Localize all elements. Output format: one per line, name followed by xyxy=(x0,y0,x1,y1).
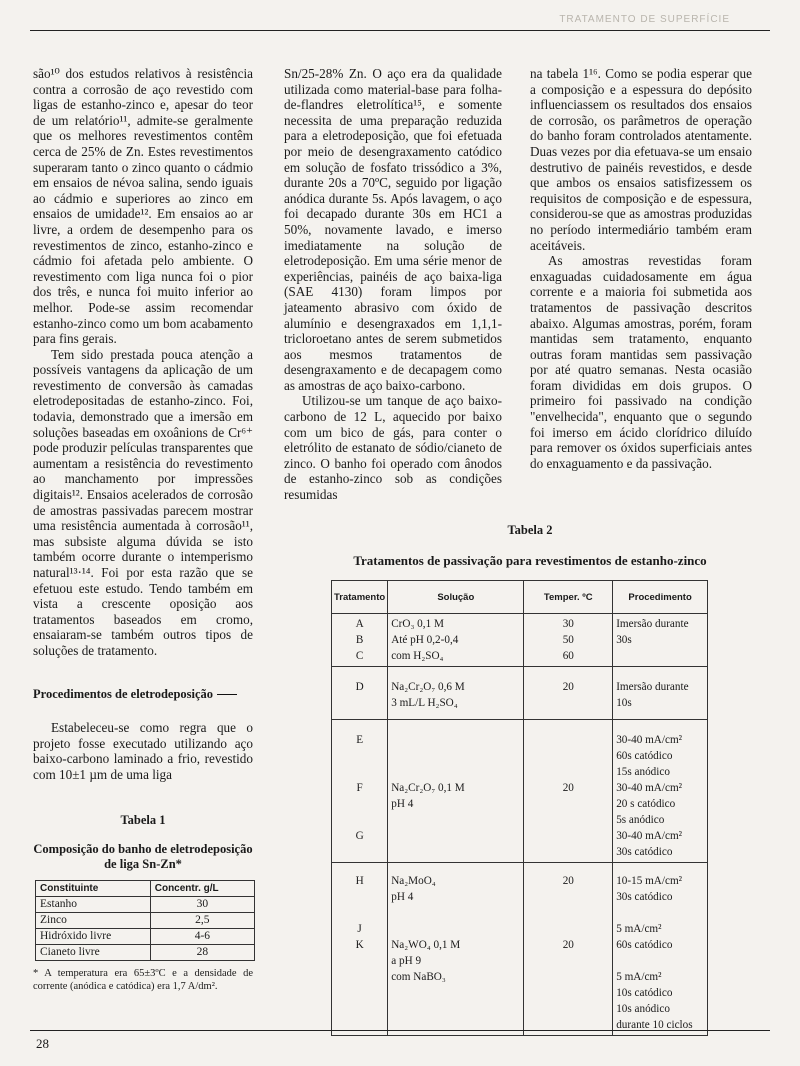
table-cell xyxy=(388,863,524,1036)
table-cell xyxy=(524,614,613,667)
procedure-line: 30s xyxy=(616,634,632,646)
procedure-line: 30s catódico xyxy=(616,891,673,903)
table-cell xyxy=(332,614,388,667)
procedure-line: 30-40 mA/cm² xyxy=(616,830,682,842)
table2 xyxy=(331,580,708,1036)
procedure-line: 10-15 mA/cm² xyxy=(616,875,682,887)
solution-line: CrO₃ 0,1 M xyxy=(391,618,444,630)
table1-title: Tabela 1 xyxy=(120,812,166,827)
table-row xyxy=(332,614,708,667)
treatment-code: J xyxy=(357,923,362,935)
table1-caption: Composição do banho de eletrodeposição de liga Sn-Zn* xyxy=(33,842,253,872)
table-row xyxy=(36,929,255,945)
procedure-line: 15s anódico xyxy=(616,766,670,778)
procedure-line: 60s catódico xyxy=(616,750,673,762)
temperature-value: 20 xyxy=(562,681,574,693)
table-cell xyxy=(332,720,388,863)
table-cell: Estanho xyxy=(36,897,151,913)
table-cell: Hidróxido livre xyxy=(36,929,151,945)
procedure-line: 30s catódico xyxy=(616,846,673,858)
solution-line: pH 4 xyxy=(391,798,414,810)
solution-line: Na₂Cr₂O₇ 0,1 M xyxy=(391,782,465,794)
table1 xyxy=(35,880,255,961)
table-row xyxy=(36,913,255,929)
procedure-line: 30-40 mA/cm² xyxy=(616,734,682,746)
table-cell xyxy=(613,720,708,863)
table-cell: Cianeto livre xyxy=(36,945,151,961)
table-cell xyxy=(388,720,524,863)
treatment-code: K xyxy=(355,939,364,951)
treatment-code: A xyxy=(355,618,364,630)
procedure-line: 60s catódico xyxy=(616,939,673,951)
solution-line: pH 4 xyxy=(391,891,414,903)
solution-line: Na₂Cr₂O₇ 0,6 M xyxy=(391,681,465,693)
heading-rule xyxy=(217,694,237,695)
table-cell xyxy=(524,720,613,863)
table2-title: Tabela 2 xyxy=(507,523,553,537)
table-row xyxy=(36,897,255,913)
table2-header-solucao: Solução xyxy=(388,581,524,614)
header-rule xyxy=(30,30,770,31)
temperature-value: 20 xyxy=(562,939,574,951)
col2-paragraph-1: Sn/25-28% Zn. O aço era da qualidade utilizada como material-base para folha-de-flandres eletrolítica¹⁵, e somente necessita de uma preparação reduzida para a eletrodeposição, que foi efetuada por meio de desengraxamento catódico em solução de fosfato trissódico a 3%, durante 20s a 70ºC, seguido por ligação anódica durante 5s. Após lavagem, o aço foi decapado durante 30s em HC1 a 50%, novamente lavado, e imerso imediatamente na solução de eletrodeposição. Em uma série menor de experiências, painéis de aço baixa-liga (SAE 4130) foram limpos por jateamento abrasivo com óxido de alumínio e desengraxados em 1,1,1-tricloroetano antes de serem submetidos aos mesmos tratamentos de desengraxamento e de decapagem como as amostras de aço baixo-carbono. xyxy=(284,66,502,393)
col2-paragraph-2: Utilizou-se um tanque de aço baixo-carbono de 12 L, aquecido por baixo com um bico de gás, para conter o eletrólito de estanato de sódio/cianeto de zinco. O banho foi operado com ânodos de estanho-zinco sob as condições resumidas xyxy=(284,393,502,503)
solution-line: Na₂WO₄ 0,1 M xyxy=(391,939,461,951)
table-cell: 28 xyxy=(150,945,254,961)
procedure-line: 10s xyxy=(616,697,632,709)
procedure-line: 5 mA/cm² xyxy=(616,971,662,983)
table-cell xyxy=(613,667,708,720)
solution-line: com NaBO₃ xyxy=(391,971,446,983)
table2-header-temper: Temper. ºC xyxy=(524,581,613,614)
solution-line: Até pH 0,2-0,4 xyxy=(391,634,459,646)
procedure-line: 30-40 mA/cm² xyxy=(616,782,682,794)
table-cell xyxy=(613,614,708,667)
table2-header-tratamento: Tratamento xyxy=(332,581,388,614)
table-row xyxy=(332,667,708,720)
table-header-row xyxy=(332,581,708,614)
table-cell: Zinco xyxy=(36,913,151,929)
column-2 xyxy=(284,66,502,503)
table1-header-constituinte: Constituinte xyxy=(36,881,151,897)
treatment-code: E xyxy=(356,734,364,746)
footer-rule xyxy=(30,1030,770,1031)
table-cell xyxy=(613,863,708,1036)
col1-paragraph-2: Tem sido prestada pouca atenção a possíveis vantagens da aplicação de um revestimento de conversão às camadas eletrodepositadas de estanho-zinco. Foi, todavia, demonstrado que a imersão em soluções baseadas em oxoânions de Cr⁶⁺ pode produzir películas transparentes que aumentam a resistência do revestimento ao manchamento por impressões digitais¹². Ensaios acelerados de corrosão de amostras passivadas parecem mostrar uma resistência aumentada à corrosão¹¹, mas subsiste alguma dúvida se isto também ocorre durante o intemperismo natural¹³·¹⁴. Foi por esta razão que se efetuou este estudo. Tendo também em vista a crescente oposição aos tratamentos baseados em cromo, ensaiaram-se também outros tipos de soluções de tratamento. xyxy=(33,346,253,658)
procedure-line: Imersão durante xyxy=(616,681,689,693)
table1-header-concentr: Concentr. g/L xyxy=(150,881,254,897)
running-header: TRATAMENTO DE SUPERFÍCIE xyxy=(559,14,730,25)
solution-line: a pH 9 xyxy=(391,955,422,967)
column-3 xyxy=(530,66,752,471)
col1-paragraph-1: são¹⁰ dos estudos relativos à resistência contra a corrosão de aço revestido com ligas de estanho-zinco e, apesar do teor de um relatório¹¹, admite-se geralmente que os melhores revestimentos contêm cerca de 25% de Zn. Estes revestimentos superaram tanto o zinco quanto o cádmio em ensaios de névoa salina, sendo iguais ao cádmio e superiores ao zinco em ensaios de umidade¹². Em ensaios ao ar livre, a ordem de desempenho para os revestimentos de zinco, estanho-zinco e cádmio foi afetada pelo ambiente. O revestimento com liga nunca foi o pior dos três, e nunca foi muito inferior ao melhor. Pode-se assim recomendar estanho-zinco como um bom acabamento para fins gerais. xyxy=(33,66,253,347)
table2-caption: Tratamentos de passivação para revestimentos de estanho-zinco xyxy=(353,553,707,568)
temperature-value: 30 xyxy=(562,618,574,630)
table-cell: 4-6 xyxy=(150,929,254,945)
temperature-value: 20 xyxy=(562,782,574,794)
procedure-line: 5 mA/cm² xyxy=(616,923,662,935)
table-row xyxy=(332,720,708,863)
temperature-value: 20 xyxy=(562,875,574,887)
procedure-line: 20 s catódico xyxy=(616,798,676,810)
col3-paragraph-1: na tabela 1¹⁶. Como se podia esperar que a composição e a espessura do depósito influenciassem os resultados dos ensaios de corrosão, os parâmetros de operação do banho foram controlados atentamente. Duas vezes por dia efetuava-se um ensaio destrutivo de painéis revestidos, e desde que ambos os ensaios satisfizessem os requisitos de composição e de espessura, considerou-se que as amostras produzidas no período intermediário também eram aceitáveis. xyxy=(530,66,752,253)
solution-line: com H₂SO₄ xyxy=(391,650,444,662)
page-number: 28 xyxy=(36,1036,49,1051)
table1-footnote: * A temperatura era 65±3ºC e a densidade de corrente (anódica e catódica) era 1,7 A/dm². xyxy=(33,968,253,993)
table2-header-procedimento: Procedimento xyxy=(613,581,708,614)
col3-paragraph-2: As amostras revestidas foram enxaguadas cuidadosamente em água corrente e a maioria foi submetida aos tratamentos de passivação descritos abaixo. Algumas amostras, porém, foram mantidas sem tratamento, enquanto outras foram mantidas sem passivação por até quatro semanas. Nesta ocasião foram divididas em dois grupos. O primeiro foi passivado na condição "envelhecida", enquanto que o segundo foi imerso em ácido clorídrico diluído para remover os óxidos superficiais antes do enxaguamento e da passivação. xyxy=(530,253,752,471)
table-cell xyxy=(332,667,388,720)
procedure-line: 5s anódico xyxy=(616,814,665,826)
section-heading xyxy=(33,687,253,703)
procedure-line: durante 10 ciclos xyxy=(616,1019,693,1031)
temperature-value: 60 xyxy=(562,650,574,662)
treatment-code: C xyxy=(355,650,364,662)
table-row xyxy=(332,863,708,1036)
treatment-code: F xyxy=(356,782,363,794)
solution-line: 3 mL/L H₂SO₄ xyxy=(391,697,458,709)
procedure-line: Imersão durante xyxy=(616,618,689,630)
table-cell xyxy=(524,667,613,720)
solution-line: Na₂MoO₄ xyxy=(391,875,436,887)
column-1 xyxy=(33,66,253,993)
table-cell xyxy=(524,863,613,1036)
table-cell xyxy=(388,614,524,667)
treatment-code: G xyxy=(355,830,364,842)
treatment-code: D xyxy=(355,681,364,693)
procedure-line: 10s anódico xyxy=(616,1003,670,1015)
treatment-code: B xyxy=(355,634,364,646)
table-cell: 2,5 xyxy=(150,913,254,929)
procedure-line: 10s catódico xyxy=(616,987,673,999)
section-heading-text: Procedimentos de eletrodeposição xyxy=(33,686,214,701)
table-cell xyxy=(332,863,388,1036)
table-cell: 30 xyxy=(150,897,254,913)
table-header-row xyxy=(36,881,255,897)
temperature-value: 50 xyxy=(562,634,574,646)
treatment-code: H xyxy=(355,875,364,887)
col1-paragraph-3: Estabeleceu-se como regra que o projeto fosse executado utilizando aço baixo-carbono laminado a frio, revestido com 10±1 µm de uma liga xyxy=(33,720,253,782)
table-row xyxy=(36,945,255,961)
table-cell xyxy=(388,667,524,720)
